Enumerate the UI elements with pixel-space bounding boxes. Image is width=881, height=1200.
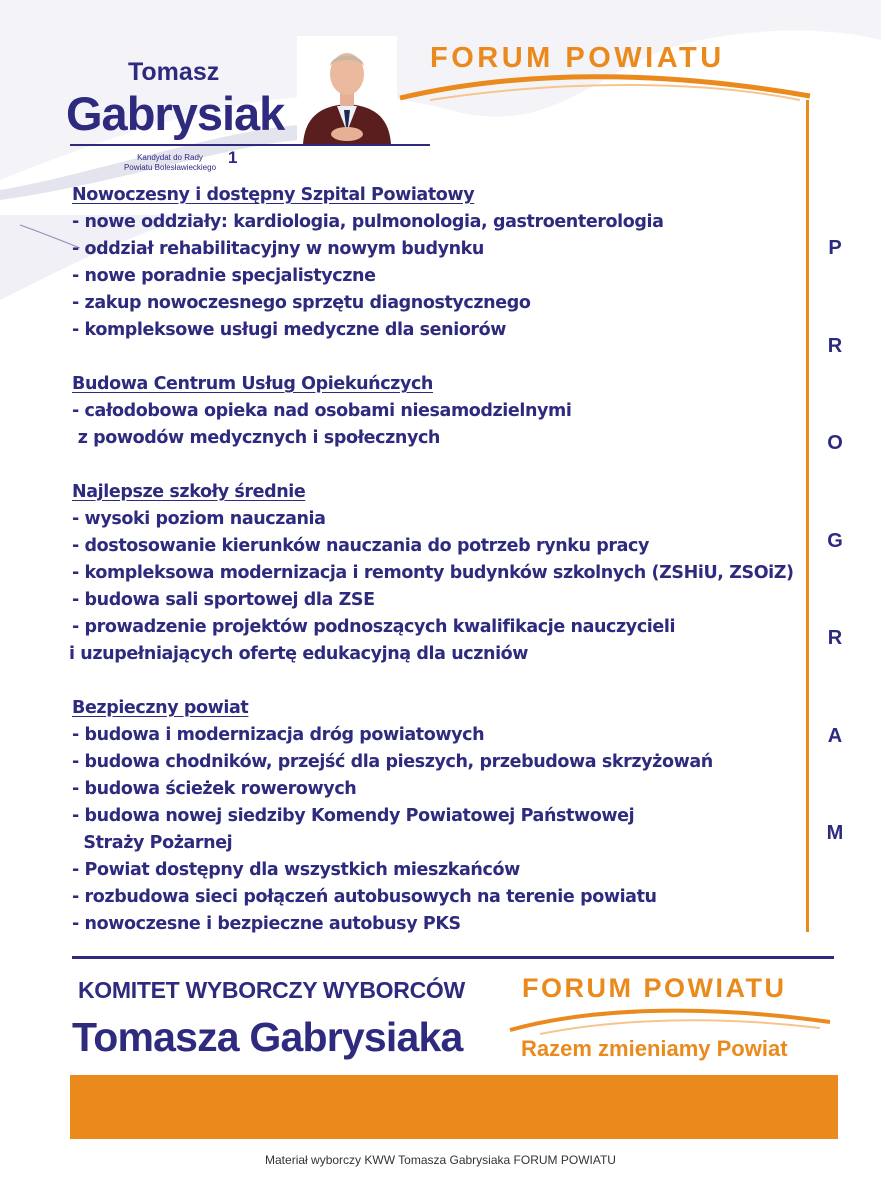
orange-banner: [70, 1075, 838, 1139]
program-letter: M: [826, 822, 844, 844]
program-letter: A: [827, 724, 843, 747]
section-title: Nowoczesny i dostępny Szpital Powiatowy: [72, 185, 475, 205]
list-item: Straży Pożarnej: [72, 833, 233, 853]
section-hospital: [72, 182, 812, 344]
list-item: - nowe poradnie specjalistyczne: [72, 266, 376, 286]
bottom-divider: [72, 956, 834, 959]
list-item: - budowa chodników, przejść dla pieszych, przebudowa skrzyżowań: [72, 752, 713, 772]
footer-note: Materiał wyborczy KWW Tomasza Gabrysiaka FORUM POWIATU: [265, 1153, 616, 1167]
section-safety: [72, 695, 812, 938]
candidate-last-name: Gabrysiak: [66, 87, 285, 140]
list-item: - budowa sali sportowej dla ZSE: [72, 590, 375, 610]
program-letter: R: [827, 334, 843, 357]
list-item: - prowadzenie projektów podnoszących kwalifikacje nauczycieli: [72, 617, 676, 637]
list-item: - rozbudowa sieci połączeń autobusowych na terenie powiatu: [72, 887, 657, 907]
committee-name: Tomasza Gabrysiaka: [72, 1014, 463, 1060]
forum-bottom-title: FORUM POWIATU: [522, 973, 787, 1003]
program-letter: G: [827, 529, 843, 552]
list-item: - kompleksowe usługi medyczne dla seniorów: [72, 320, 507, 340]
program-letter: O: [827, 432, 843, 454]
list-item: - budowa nowej siedziby Komendy Powiatowej Państwowej: [72, 806, 635, 826]
program-content: [69, 182, 812, 965]
list-item: z powodów medycznych i społecznych: [72, 428, 440, 448]
list-item: i uzupełniających ofertę edukacyjną dla uczniów: [69, 644, 529, 664]
section-title: Budowa Centrum Usług Opiekuńczych: [72, 374, 433, 394]
section-schools: [69, 479, 812, 668]
list-item: - budowa ścieżek rowerowych: [72, 779, 357, 799]
list-item: - całodobowa opieka nad osobami niesamodzielnymi: [72, 401, 572, 421]
list-number: 1: [228, 148, 238, 167]
committee-label: KOMITET WYBORCZY WYBORCÓW: [78, 977, 465, 1003]
list-item: - dostosowanie kierunków nauczania do potrzeb rynku pracy: [72, 536, 649, 556]
forum-title: FORUM POWIATU: [430, 42, 725, 74]
section-title: Najlepsze szkoły średnie: [72, 482, 306, 502]
program-vertical-label: [815, 236, 855, 919]
list-item: - Powiat dostępny dla wszystkich mieszkańców: [72, 860, 520, 880]
header-divider: [70, 144, 430, 146]
program-letter: P: [828, 237, 842, 259]
list-item: - oddział rehabilitacyjny w nowym budynku: [72, 239, 484, 259]
list-item: - wysoki poziom nauczania: [72, 509, 326, 529]
section-care-center: [72, 371, 812, 452]
candidate-first-name: Tomasz: [128, 58, 220, 86]
list-item: - zakup nowoczesnego sprzętu diagnostycznego: [72, 293, 531, 313]
list-item: - nowoczesne i bezpieczne autobusy PKS: [72, 914, 461, 934]
slogan: Razem zmieniamy Powiat: [521, 1036, 788, 1061]
list-item: - nowe oddziały: kardiologia, pulmonologia, gastroenterologia: [72, 212, 664, 232]
program-letter: R: [827, 627, 843, 649]
list-item: - budowa i modernizacja dróg powiatowych: [72, 725, 485, 745]
candidate-role: [115, 153, 225, 173]
section-title: Bezpieczny powiat: [72, 698, 249, 718]
candidate-photo: [297, 36, 397, 144]
candidate-role-line2: Powiatu Bolesławieckiego: [123, 163, 217, 172]
candidate-role-line1: Kandydat do Rady: [137, 153, 203, 162]
list-item: - kompleksowa modernizacja i remonty budynków szkolnych (ZSHiU, ZSOiZ): [72, 563, 794, 583]
